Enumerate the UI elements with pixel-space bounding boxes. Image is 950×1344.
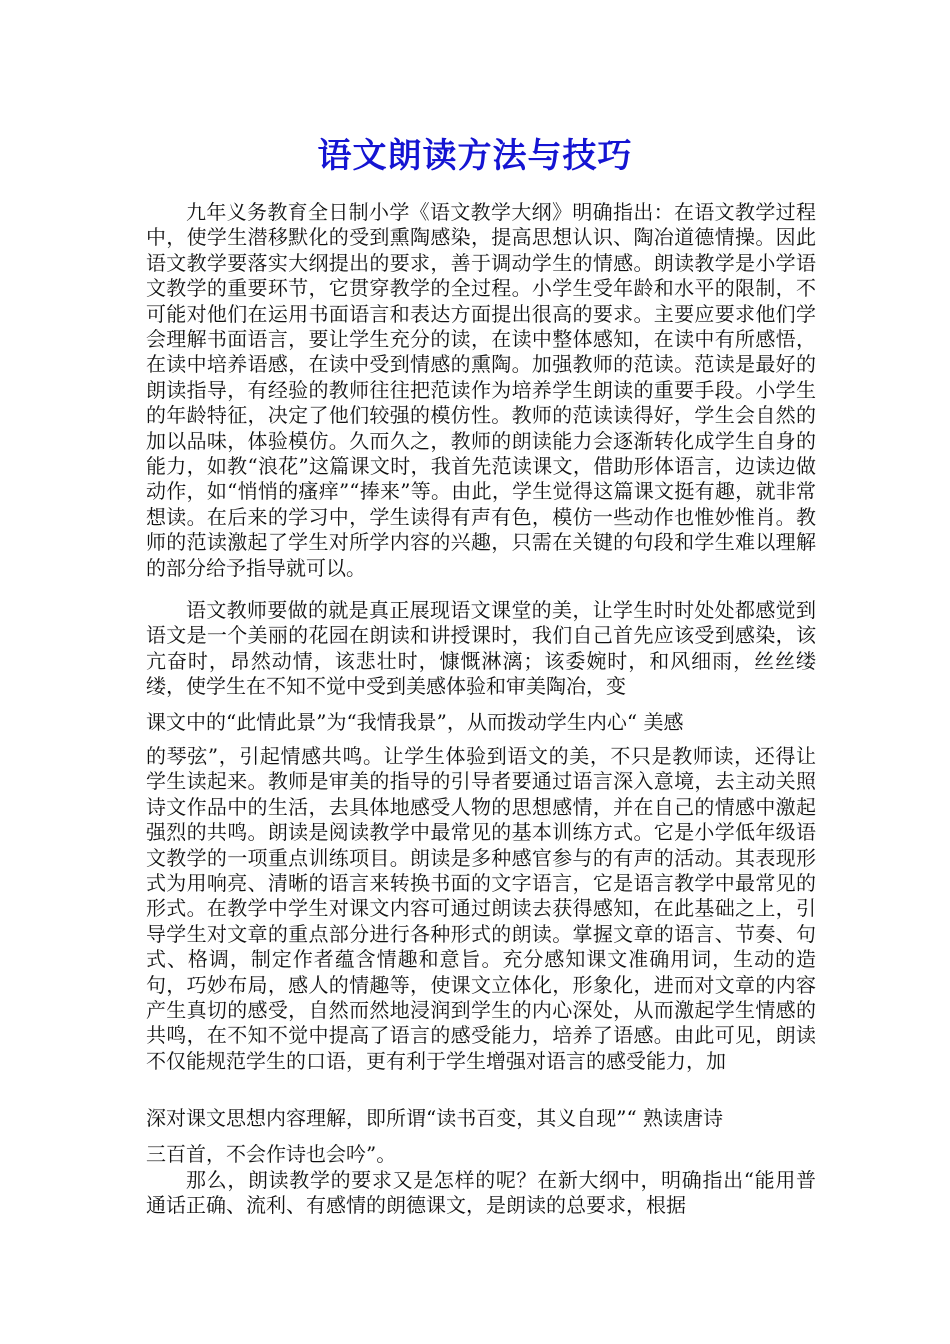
paragraph-2: 语文教师要做的就是真正展现语文课堂的美，让学生时时处处都感觉到语文是一个美丽的花园在朗读和讲授课时，我们自己首先应该受到感染，该亢奋时，昂然动情，该悲壮时，慷慨淋漓；该委婉时，和风细雨，丝丝缕缕，使学生在不知不觉中受到美感体验和审美陶冶，变 [146, 598, 816, 699]
paragraph-2-line-end: 三百首，不会作诗也会吟”。 [146, 1142, 397, 1166]
paragraph-2-line-quote: 深对课文思想内容理解，即所谓“读书百变，其义自现”“ 熟读唐诗 [146, 1106, 724, 1130]
document-title: 语文朗读方法与技巧 [317, 136, 633, 176]
paragraph-1: 九年义务教育全日制小学《语文教学大纲》明确指出：在语文教学过程中，使学生潜移默化的受到熏陶感染，提高思想认识、陶冶道德情操。因此语文教学要落实大纲提出的要求，善于调动学生的情感。朗读教学是小学语文教学的重要环节，它贯穿教学的全过程。小学生受年龄和水平的限制，不可能对他们在运用书面语言和表达方面提出很高的要求。主要应要求他们学会理解书面语言，要让学生充分的读，在读中整体感知，在读中有所感悟，在读中培养语感，在读中受到情感的熏陶。加强教师的范读。范读是最好的朗读指导，有经验的教师往往把范读作为培养学生朗读的重要手段。小学生的年龄特征，决定了他们较强的模仿性。教师的范读读得好，学生会自然的加以品味，体验模仿。久而久之，教师的朗读能力会逐渐转化成学生自身的能力，如教“浪花”这篇课文时，我首先范读课文，借助形体语言，边读边做动作，如“悄悄的瘙痒”“捧来”等。由此，学生觉得这篇课文挺有趣，就非常想读。在后来的学习中，学生读得有声有色，模仿一些动作也惟妙惟肖。教师的范读激起了学生对所学内容的兴趣，只需在关键的句段和学生难以理解的部分给予指导就可以。 [146, 200, 816, 580]
paragraph-2-continued: 的琴弦”，引起情感共鸣。让学生体验到语文的美，不只是教师读，还得让学生读起来。教师是审美的指导的引导者要通过语言深入意境，去主动关照诗文作品中的生活，去具体地感受人物的思想感情，并在自己的情感中激起强烈的共鸣。朗读是阅读教学中最常见的基本训练方式。它是小学低年级语文教学的一项重点训练项目。朗读是多种感官参与的有声的活动。其表现形式为用响亮、清晰的语言来转换书面的文字语言，它是语言教学中最常见的形式。在教学中学生对课文内容可通过朗读去获得感知，在此基础之上，引导学生对文章的重点部分进行各种形式的朗读。掌握文章的语言、节奏、句式、格调，制定作者蕴含情趣和意旨。充分感知课文准确用词，生动的造句，巧妙布局，感人的情趣等，使课文立体化，形象化，进而对文章的内容产生真切的感受，自然而然地浸润到学生的内心深处，从而激起学生情感的共鸣，在不知不觉中提高了语言的感受能力，培养了语感。由此可见，朗读不仅能规范学生的口语，更有利于学生增强对语言的感受能力，加 [146, 744, 816, 1073]
paragraph-2-continued-line: 课文中的“此情此景”为“我情我景”，从而拨动学生内心“ 美感 [146, 710, 684, 734]
paragraph-3: 那么，朗读教学的要求又是怎样的呢？在新大纲中，明确指出“能用普通话正确、流利、有感情的朗德课文，是朗读的总要求，根据 [146, 1168, 816, 1218]
